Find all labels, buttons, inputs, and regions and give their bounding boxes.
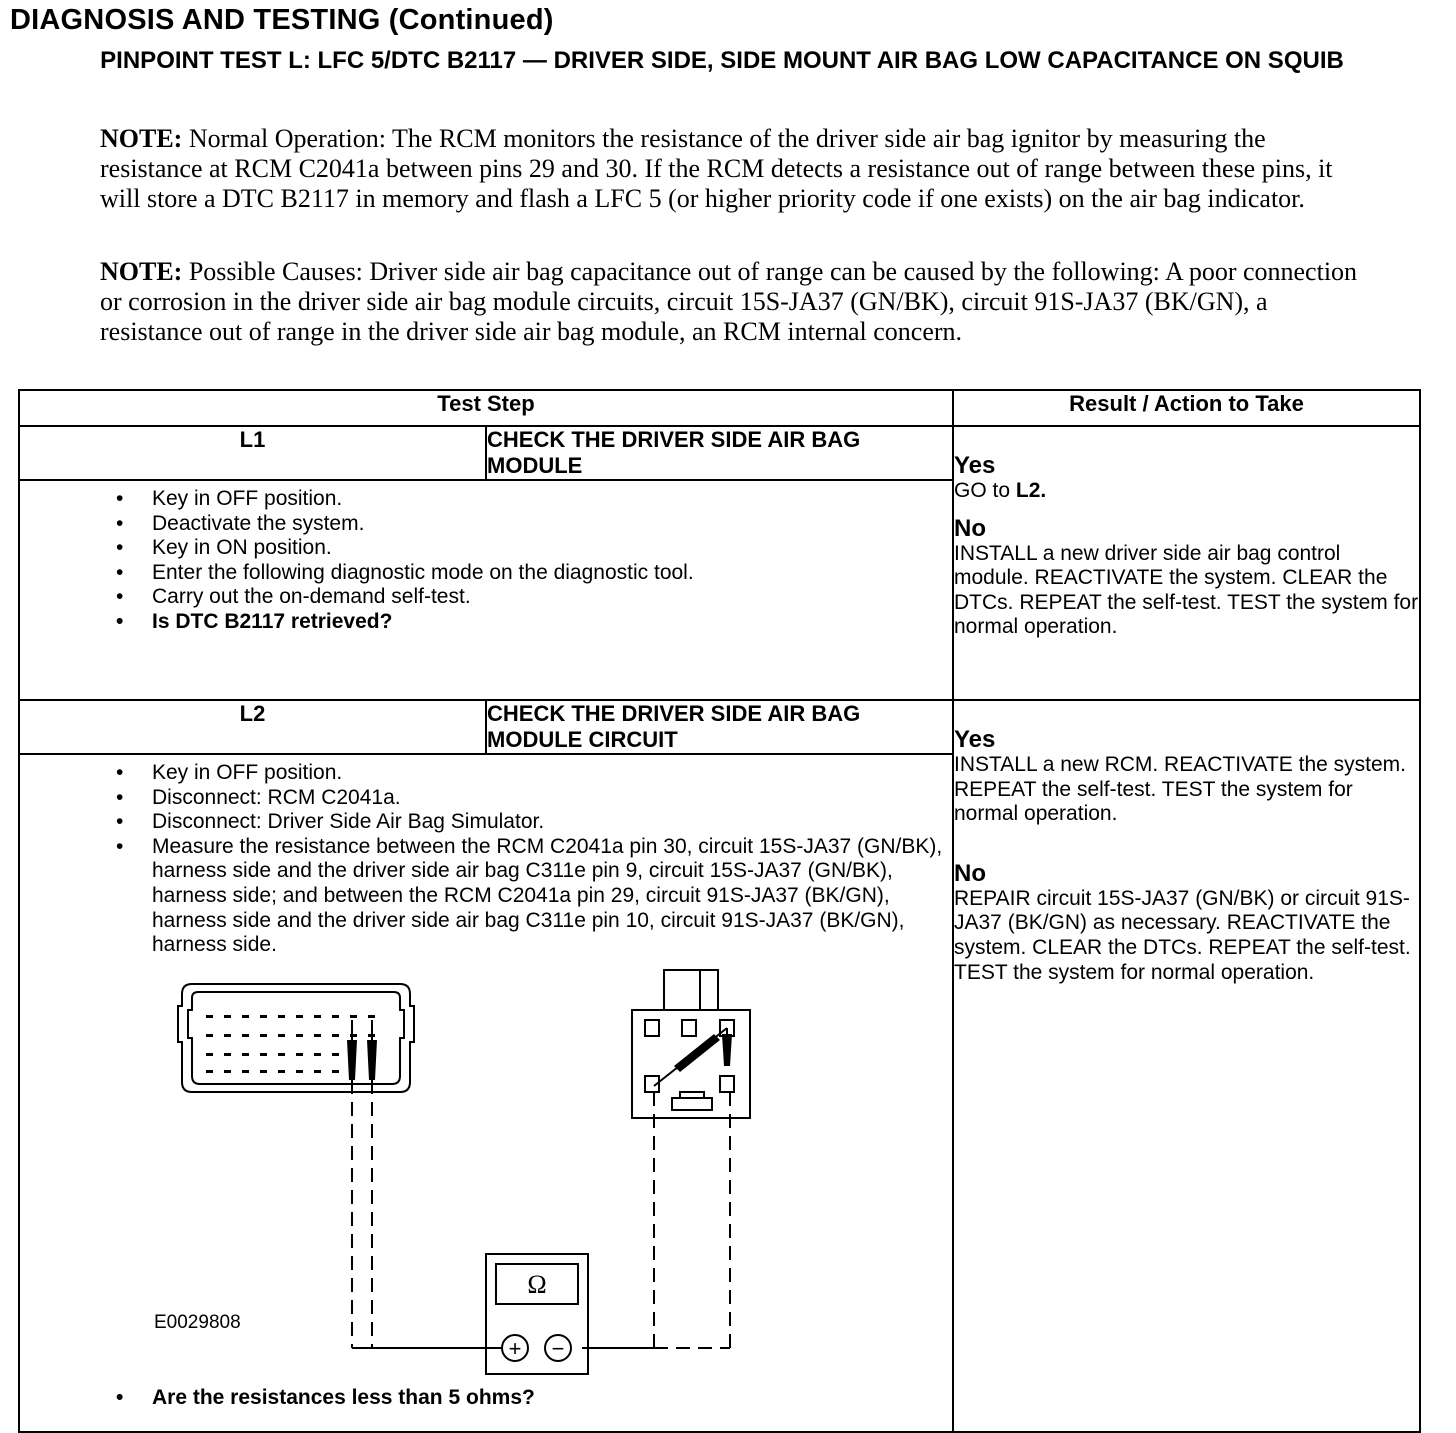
wiring-diagram-svg — [20, 958, 900, 1378]
list-item: • Deactivate the system. — [116, 512, 952, 537]
yes-text: GO to — [954, 479, 1011, 502]
yes-action — [954, 479, 1419, 504]
step-l1-body — [19, 480, 953, 700]
step-id: L2 — [19, 700, 486, 754]
pinpoint-test-title: PINPOINT TEST L: LFC 5/DTC B2117 — DRIVER SIDE, SIDE MOUNT AIR BAG LOW CAPACITANCE ON SQUIB — [100, 47, 1344, 74]
list-item: • Key in OFF position. — [116, 487, 952, 512]
step-question: • Are the resistances less than 5 ohms? — [116, 1386, 535, 1410]
minus-terminal: − — [551, 1335, 565, 1361]
figure-id: E0029808 — [154, 1311, 241, 1333]
step-l2-result — [953, 700, 1420, 1432]
note-normal-operation — [100, 124, 1360, 214]
note-label: NOTE: — [100, 257, 183, 286]
rcm-connector-icon — [178, 984, 414, 1092]
step-l2-title-row — [19, 700, 1420, 754]
note-text: Possible Causes: Driver side air bag capacitance out of range can be caused by the following: A poor connection or corrosion in the driver side air bag module circuits, circuit 15S-JA37 (GN/BK), circuit 91S-JA37 (BK/GN), a resistance out of range in the driver side air bag module, an RCM internal concern. — [100, 257, 1358, 346]
probe-leads-rcm — [347, 1020, 503, 1348]
multimeter-icon — [486, 1254, 588, 1374]
air-bag-connector-icon — [632, 970, 750, 1118]
yes-action: INSTALL a new RCM. REACTIVATE the system. REPEAT the self-test. TEST the system for normal operation. — [954, 753, 1407, 826]
no-action: REPAIR circuit 15S-JA37 (GN/BK) or circuit 91S-JA37 (BK/GN) as necessary. REACTIVATE the system. CLEAR the DTCs. REPEAT the self-test. TEST the system for normal operation. — [954, 886, 1411, 984]
step-question: • Is DTC B2117 retrieved? — [116, 610, 952, 635]
goto-step-link[interactable]: L2. — [1015, 479, 1047, 502]
step-title: CHECK THE DRIVER SIDE AIR BAG MODULE CIRCUIT — [486, 700, 953, 754]
list-item: • Key in OFF position. — [116, 761, 952, 786]
test-step-header: Test Step — [19, 390, 953, 426]
list-item: • Key in ON position. — [116, 536, 952, 561]
list-item: • Enter the following diagnostic mode on the diagnostic tool. — [116, 561, 952, 586]
list-item: • Disconnect: RCM C2041a. — [116, 786, 952, 811]
no-label: No — [954, 859, 986, 887]
step-l2-body — [19, 754, 953, 1432]
wiring-diagram — [20, 958, 952, 1418]
list-item: • Disconnect: Driver Side Air Bag Simulator. — [116, 810, 952, 835]
list-item: • Carry out the on-demand self-test. — [116, 585, 952, 610]
page-title: DIAGNOSIS AND TESTING (Continued) — [10, 4, 554, 36]
ohm-symbol: Ω — [527, 1269, 547, 1299]
step-l1-actions — [20, 481, 952, 635]
no-action: INSTALL a new driver side air bag control module. REACTIVATE the system. CLEAR the DTCs. REPEAT the self-test. TEST the system for normal operation. — [954, 541, 1419, 639]
table-header-row — [19, 390, 1420, 426]
step-id: L1 — [19, 426, 486, 480]
yes-label: Yes — [954, 452, 996, 479]
step-l1-result — [953, 426, 1420, 700]
result-header: Result / Action to Take — [953, 390, 1420, 426]
note-label: NOTE: — [100, 124, 183, 153]
note-text: Normal Operation: The RCM monitors the resistance of the driver side air bag ignitor by measuring the resistance at RCM C2041a between pins 29 and 30. If the RCM detects a resistance out of range between these pins, it will store a DTC B2117 in memory and flash a LFC 5 (or higher priority code if one exists) on the air bag indicator. — [100, 124, 1333, 213]
pinpoint-test-table — [18, 389, 1421, 1433]
step-l1-title-row — [19, 426, 1420, 480]
plus-terminal: + — [508, 1335, 522, 1361]
step-l2-actions — [20, 755, 952, 958]
note-possible-causes — [100, 257, 1360, 347]
step-title: CHECK THE DRIVER SIDE AIR BAG MODULE — [486, 426, 953, 480]
list-item: • Measure the resistance between the RCM C2041a pin 30, circuit 15S-JA37 (GN/BK), harness side and the driver side air bag C311e pin 9, circuit 15S-JA37 (GN/BK), harness side; and between the RCM C2041a pin 29, circuit 91S-JA37 (BK/GN), harness side and the driver side air bag C311e pin 10, circuit 91S-JA37 (BK/GN), harness side. — [116, 835, 952, 958]
yes-label: Yes — [954, 726, 996, 753]
no-label: No — [954, 514, 986, 542]
